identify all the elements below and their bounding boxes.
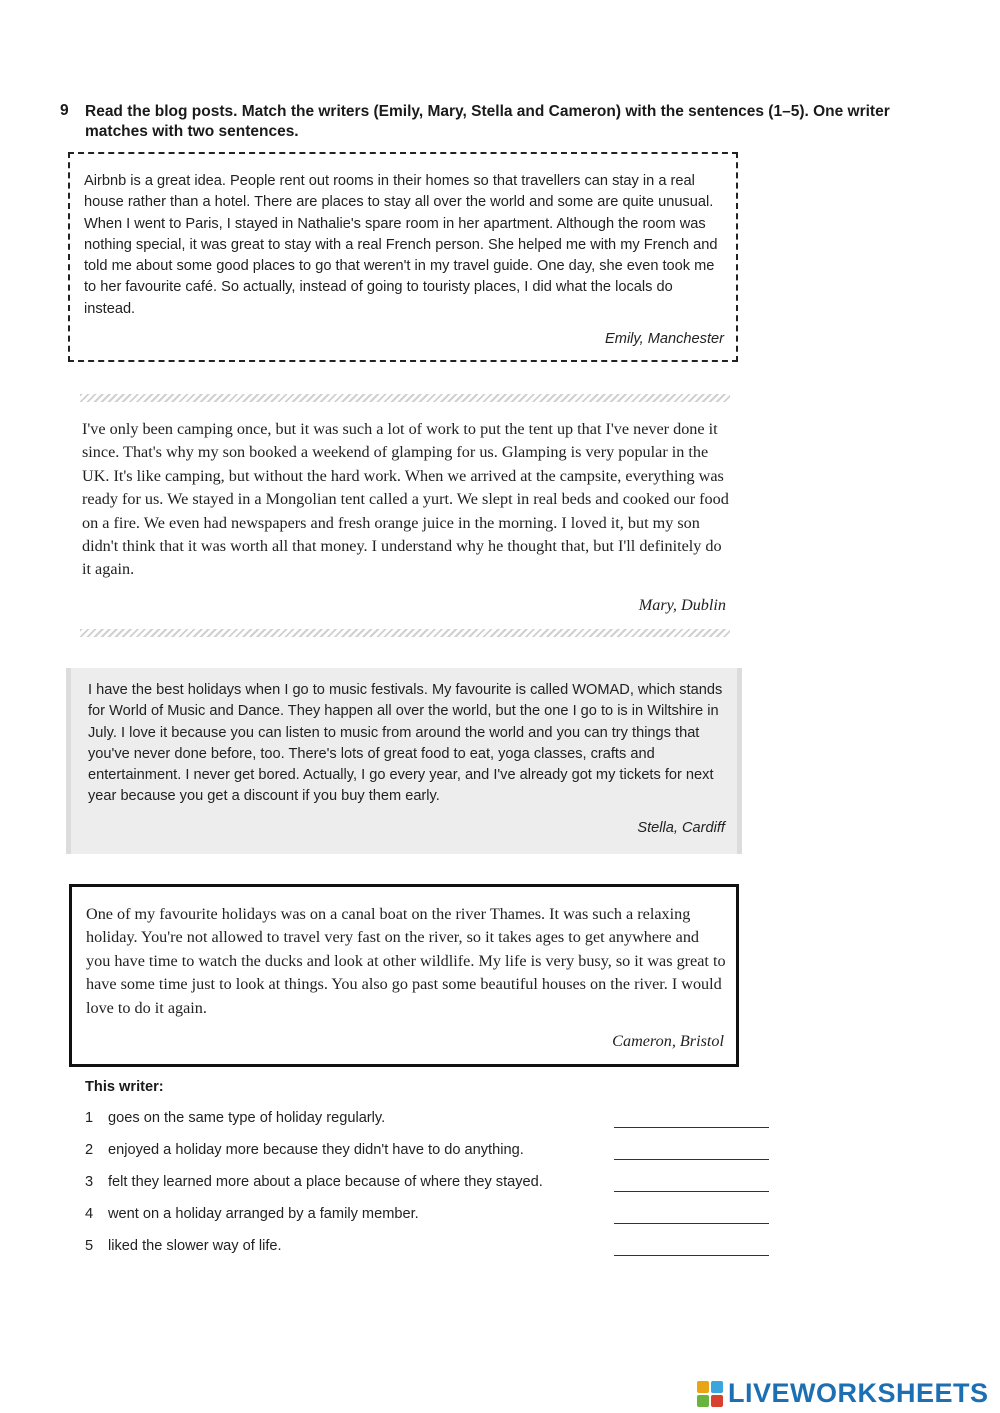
- answer-blank[interactable]: [614, 1255, 769, 1256]
- item-number: 3: [85, 1174, 94, 1190]
- question-number: 9: [60, 102, 69, 119]
- blog-post-emily: [68, 152, 738, 362]
- item-text: felt they learned more about a place because of where they stayed.: [108, 1174, 543, 1190]
- wavy-divider: [80, 629, 730, 637]
- item-text: enjoyed a holiday more because they didn't have to do anything.: [108, 1142, 524, 1158]
- answer-blank[interactable]: [614, 1159, 769, 1160]
- matching-item: [85, 1238, 775, 1270]
- blog-post-cameron: [69, 884, 739, 1067]
- item-number: 1: [85, 1110, 94, 1126]
- wavy-divider: [80, 394, 730, 402]
- item-text: goes on the same type of holiday regularly.: [108, 1110, 386, 1126]
- answer-blank[interactable]: [614, 1127, 769, 1128]
- brand-watermark: [697, 1378, 989, 1409]
- matching-item: [85, 1110, 775, 1142]
- question-instruction: Read the blog posts. Match the writers (Emily, Mary, Stella and Cameron) with the sentences (1–5). One writer matches with two sentences.: [85, 103, 890, 140]
- matching-list: [85, 1110, 775, 1270]
- item-text: went on a holiday arranged by a family member.: [108, 1206, 419, 1222]
- blog-post-stella: [66, 668, 742, 854]
- answer-blank[interactable]: [614, 1223, 769, 1224]
- item-text: liked the slower way of life.: [108, 1238, 282, 1254]
- blog-post-text: Airbnb is a great idea. People rent out rooms in their homes so that travellers can stay in a real house rather than a hotel. There are places to stay all over the world and some are quite unusual. When I went to Paris, I stayed in Nathalie's spare room in her apartment. Although the room was nothing special, it was great to stay with a real French person. She helped me with my French and told me about some good places to go that weren't in my travel guide. One day, she even took me to her favourite café. So actually, instead of going to touristy places, I did what the locals do instead.: [84, 173, 718, 317]
- item-number: 2: [85, 1142, 94, 1158]
- blog-post-text: I've only been camping once, but it was such a lot of work to put the tent up that I've never done it since. That's why my son booked a weekend of glamping for us. Glamping is very popular in the UK. It's like camping, but without the hard work. When we arrived at the campsite, everything was ready for us. We stayed in a Mongolian tent called a yurt. We slept in real beds and cooked our food on a fire. We even had newspapers and fresh orange juice in the morning. I loved it, but my son didn't think that it was worth all that money. I understand why he thought that, but I'll definitely do it again.: [82, 420, 729, 579]
- item-number: 4: [85, 1206, 94, 1222]
- brand-name: LIVEWORKSHEETS: [728, 1378, 989, 1408]
- blog-post-signature: Cameron, Bristol: [612, 1032, 724, 1050]
- blog-post-signature: Mary, Dublin: [638, 596, 726, 614]
- matching-label: This writer:: [85, 1079, 164, 1095]
- answer-blank[interactable]: [614, 1191, 769, 1192]
- blog-post-text: I have the best holidays when I go to music festivals. My favourite is called WOMAD, which stands for World of Music and Dance. They happen all over the world, but the one I go to is in Wiltshire in July. I love it because you can listen to music from around the world and you can try things that you've never done before, too. There's lots of great food to eat, yoga classes, crafts and entertainment. I never get bored. Actually, I go every year, and I've already got my tickets for next year because you get a discount if you buy them early.: [88, 682, 723, 805]
- blog-post-mary: [82, 418, 732, 618]
- matching-item: [85, 1142, 775, 1174]
- matching-item: [85, 1174, 775, 1206]
- item-number: 5: [85, 1238, 94, 1254]
- blog-post-signature: Stella, Cardiff: [637, 820, 725, 836]
- blog-post-signature: Emily, Manchester: [605, 331, 724, 347]
- blog-post-text: One of my favourite holidays was on a canal boat on the river Thames. It was such a relaxing holiday. You're not allowed to travel very fast on the river, so it takes ages to get anywhere and you have time to watch the ducks and look at other wildlife. My life is very busy, so it was great to have some time just to look at things. You also go past some beautiful houses on the river. I would love to do it again.: [86, 905, 726, 1017]
- matching-item: [85, 1206, 775, 1238]
- liveworksheets-logo-icon: [697, 1381, 725, 1407]
